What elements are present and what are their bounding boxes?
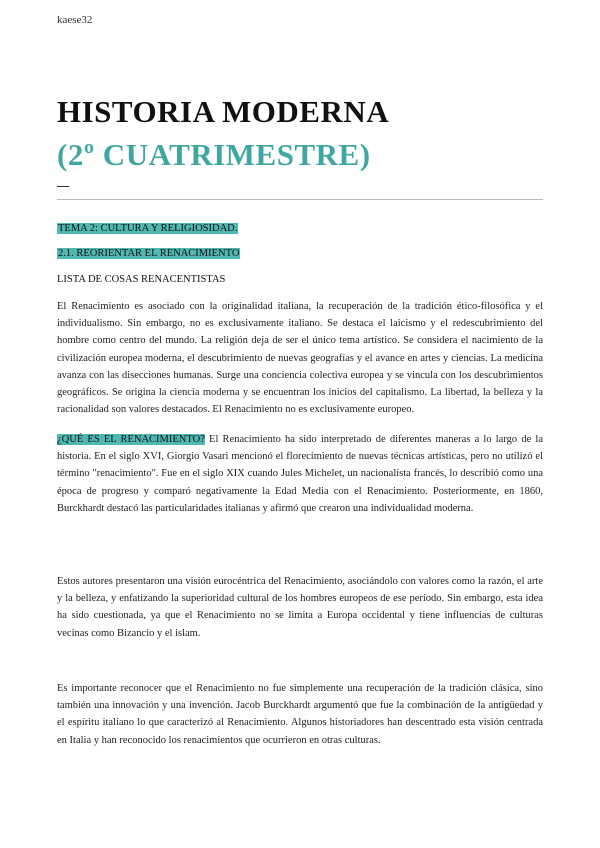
paragraph-what-is [57,431,543,517]
section-heading [57,247,240,261]
author-username: kaese32 [57,14,93,26]
title-divider [57,199,543,200]
topic-heading-text: TEMA 2: CULTURA Y RELIGIOSIDAD. [58,223,238,234]
title-dash [57,186,69,187]
question-highlight: ¿QUÉ ES EL RENACIMIENTO? [57,434,205,445]
list-heading: LISTA DE COSAS RENACENTISTAS [57,274,226,285]
document-subtitle: (2º CUATRIMESTRE) [57,137,371,172]
topic-heading [57,222,238,236]
paragraph-intro: El Renacimiento es asociado con la originalidad italiana, la recuperación de la tradición ético-filosófica y el individualismo. Sin embargo, no es exclusivamente italiano. Se destaca el laicismo y el redescubrimiento del hombre como centro del mundo. La religión deja de ser el único tema artístico. Se considera el nacimiento de la civilización europea moderna, el descubrimiento de nuevas geografías y el avance en artes y ciencias. La medicina avanza con las disecciones humanas. Surge una conciencia colectiva europea y se vincula con los descubrimientos geográficos. Se origina la ciencia moderna y se encuentran los inicios del capitalismo. La libertad, la belleza y la racionalidad son valores destacados. El Renacimiento no es exclusivamente europeo. [57,301,543,416]
paragraph-innovation: Es importante reconocer que el Renacimiento no fue simplemente una recuperación de la tradición clásica, sino también una innovación y una invención. Jacob Burckhardt argumentó que fue la combinación de la antigüedad y el espíritu italiano lo que caracterizó al Renacimiento. Algunos historiadores han descentrado esta visión centrada en Italia y han reconocido los renacimientos que ocurrieron en otras culturas. [57,683,543,746]
paragraph-eurocentric: Estos autores presentaron una visión eurocéntrica del Renacimiento, asociándolo con valores como la razón, el arte y la belleza, y enfatizando la superioridad cultural de los hombres europeos de ese período. Sin embargo, esta idea ha sido cuestionada, ya que el Renacimiento no se limita a Europa occidental y tiene influencias de culturas vecinas como Bizancio y el islam. [57,576,543,639]
document-title: HISTORIA MODERNA [57,94,390,129]
section-heading-text: 2.1. REORIENTAR EL RENACIMIENTO [58,248,240,259]
paragraph-what-is-text: El Renacimiento ha sido interpretado de diferentes maneras a lo largo de la historia. En el siglo XVI, Giorgio Vasari mencionó el florecimiento de nuevas técnicas artísticas, pero no utilizó el término "renacimiento". Fue en el siglo XIX cuando Jules Michelet, un nacionalista francés, lo describió como una época de progreso y comparó negativamente la Edad Media con el Renacimiento. Posteriormente, en 1860, Burckhardt destacó las particularidades italianas y afirmó que crearon una individualidad moderna. [57,434,543,514]
